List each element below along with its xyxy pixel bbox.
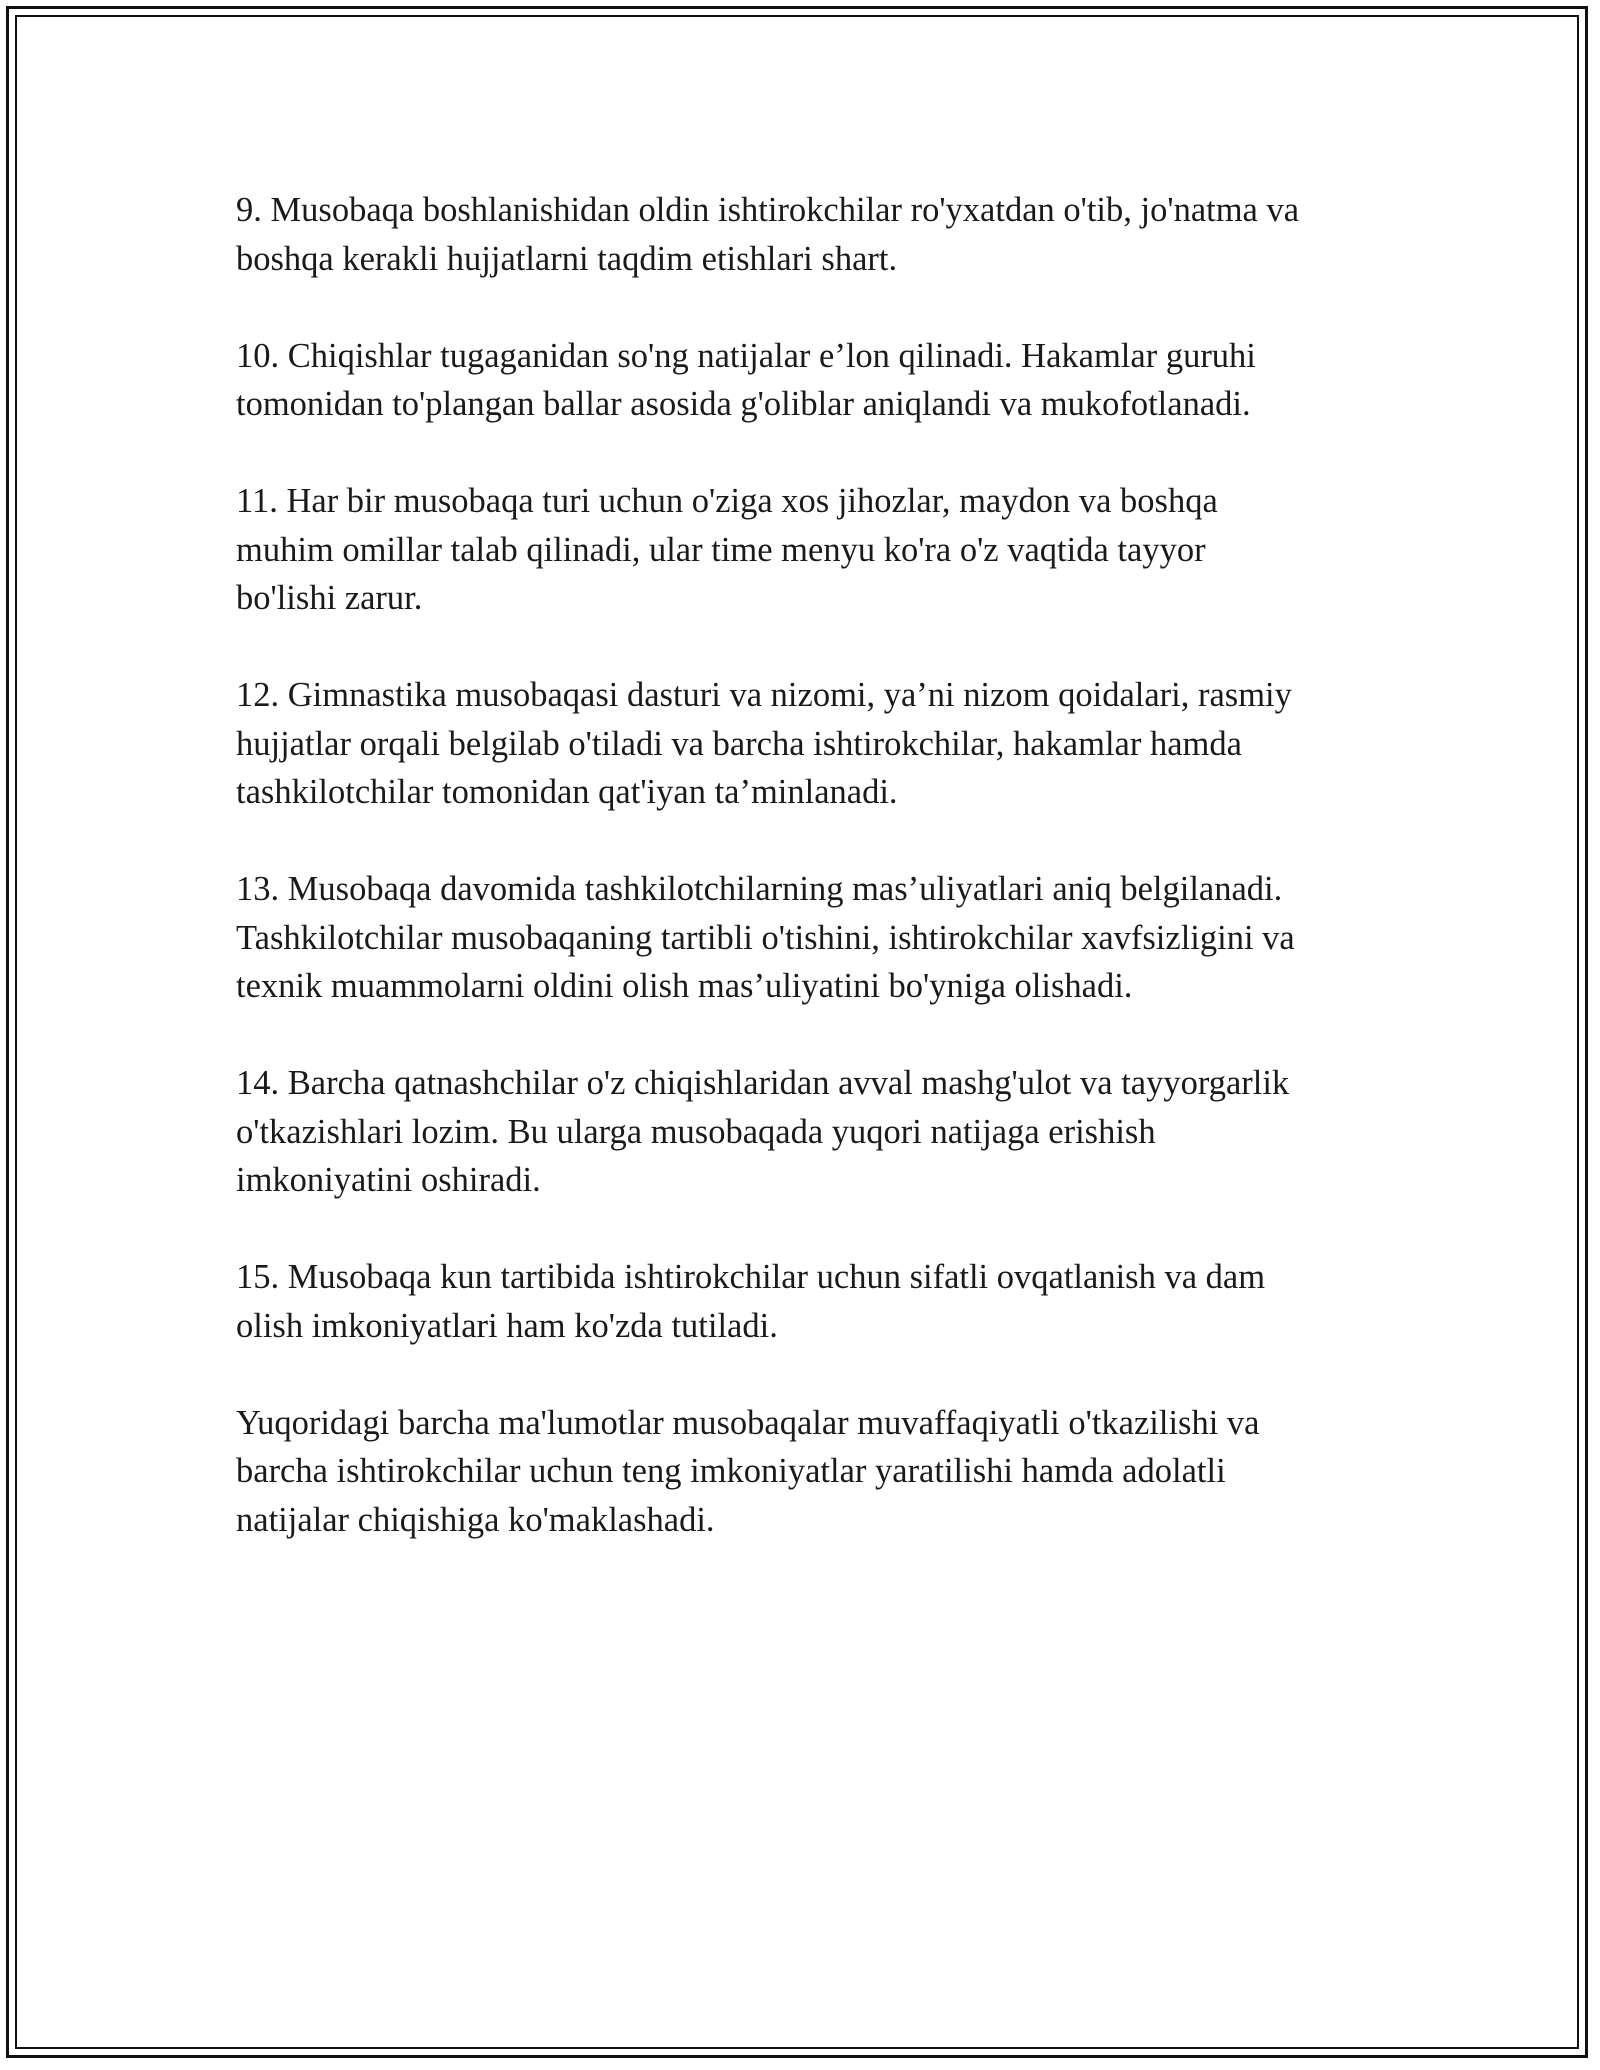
paragraph-item-11: 11. Har bir musobaqa turi uchun o'ziga xos jihozlar, maydon va boshqa muhim omillar talab qilinadi, ular time menyu ko'ra o'z vaqtida tayyor bo'lishi zarur.	[236, 482, 1218, 617]
paragraph-item-15: 15. Musobaqa kun tartibida ishtirokchilar uchun sifatli ovqatlanish va dam olish imkoniyatlari ham ko'zda tutiladi.	[236, 1258, 1266, 1345]
paragraph-item-9: 9. Musobaqa boshlanishidan oldin ishtirokchilar ro'yxatdan o'tib, jo'natma va boshqa kerakli hujjatlarni taqdim etishlari shart.	[236, 191, 1300, 278]
paragraph-item-10: 10. Chiqishlar tugaganidan so'ng natijalar e’lon qilinadi. Hakamlar guruhi tomonidan to'plangan ballar asosida g'oliblar aniqlandi va mukofotlanadi.	[236, 336, 1256, 423]
paragraph-item-13: 13. Musobaqa davomida tashkilotchilarning mas’uliyatlari aniq belgilanadi. Tashkilotchilar musobaqaning tartibli o'tishini, ishtirokchilar xavfsizligini va texnik muammolarni oldini olish mas’uliyatini bo'yniga olishadi.	[236, 870, 1295, 1005]
paragraph-conclusion: Yuqoridagi barcha ma'lumotlar musobaqalar muvaffaqiyatli o'tkazilishi va barcha ishtirokchilar uchun teng imkoniyatlar yaratilishi hamda adolatli natijalar chiqishiga ko'maklashadi.	[236, 1403, 1260, 1539]
document-body	[236, 186, 1376, 1593]
paragraph-item-12: 12. Gimnastika musobaqasi dasturi va nizomi, ya’ni nizom qoidalari, rasmiy hujjatlar orqali belgilab o'tiladi va barcha ishtirokchilar, hakamlar hamda tashkilotchilar tomonidan qat'iyan ta’minlanadi.	[236, 676, 1292, 811]
paragraph-item-14: 14. Barcha qatnashchilar o'z chiqishlaridan avval mashg'ulot va tayyorgarlik o'tkazishlari lozim. Bu ularga musobaqada yuqori natijaga erishish imkoniyatini oshiradi.	[236, 1064, 1290, 1199]
